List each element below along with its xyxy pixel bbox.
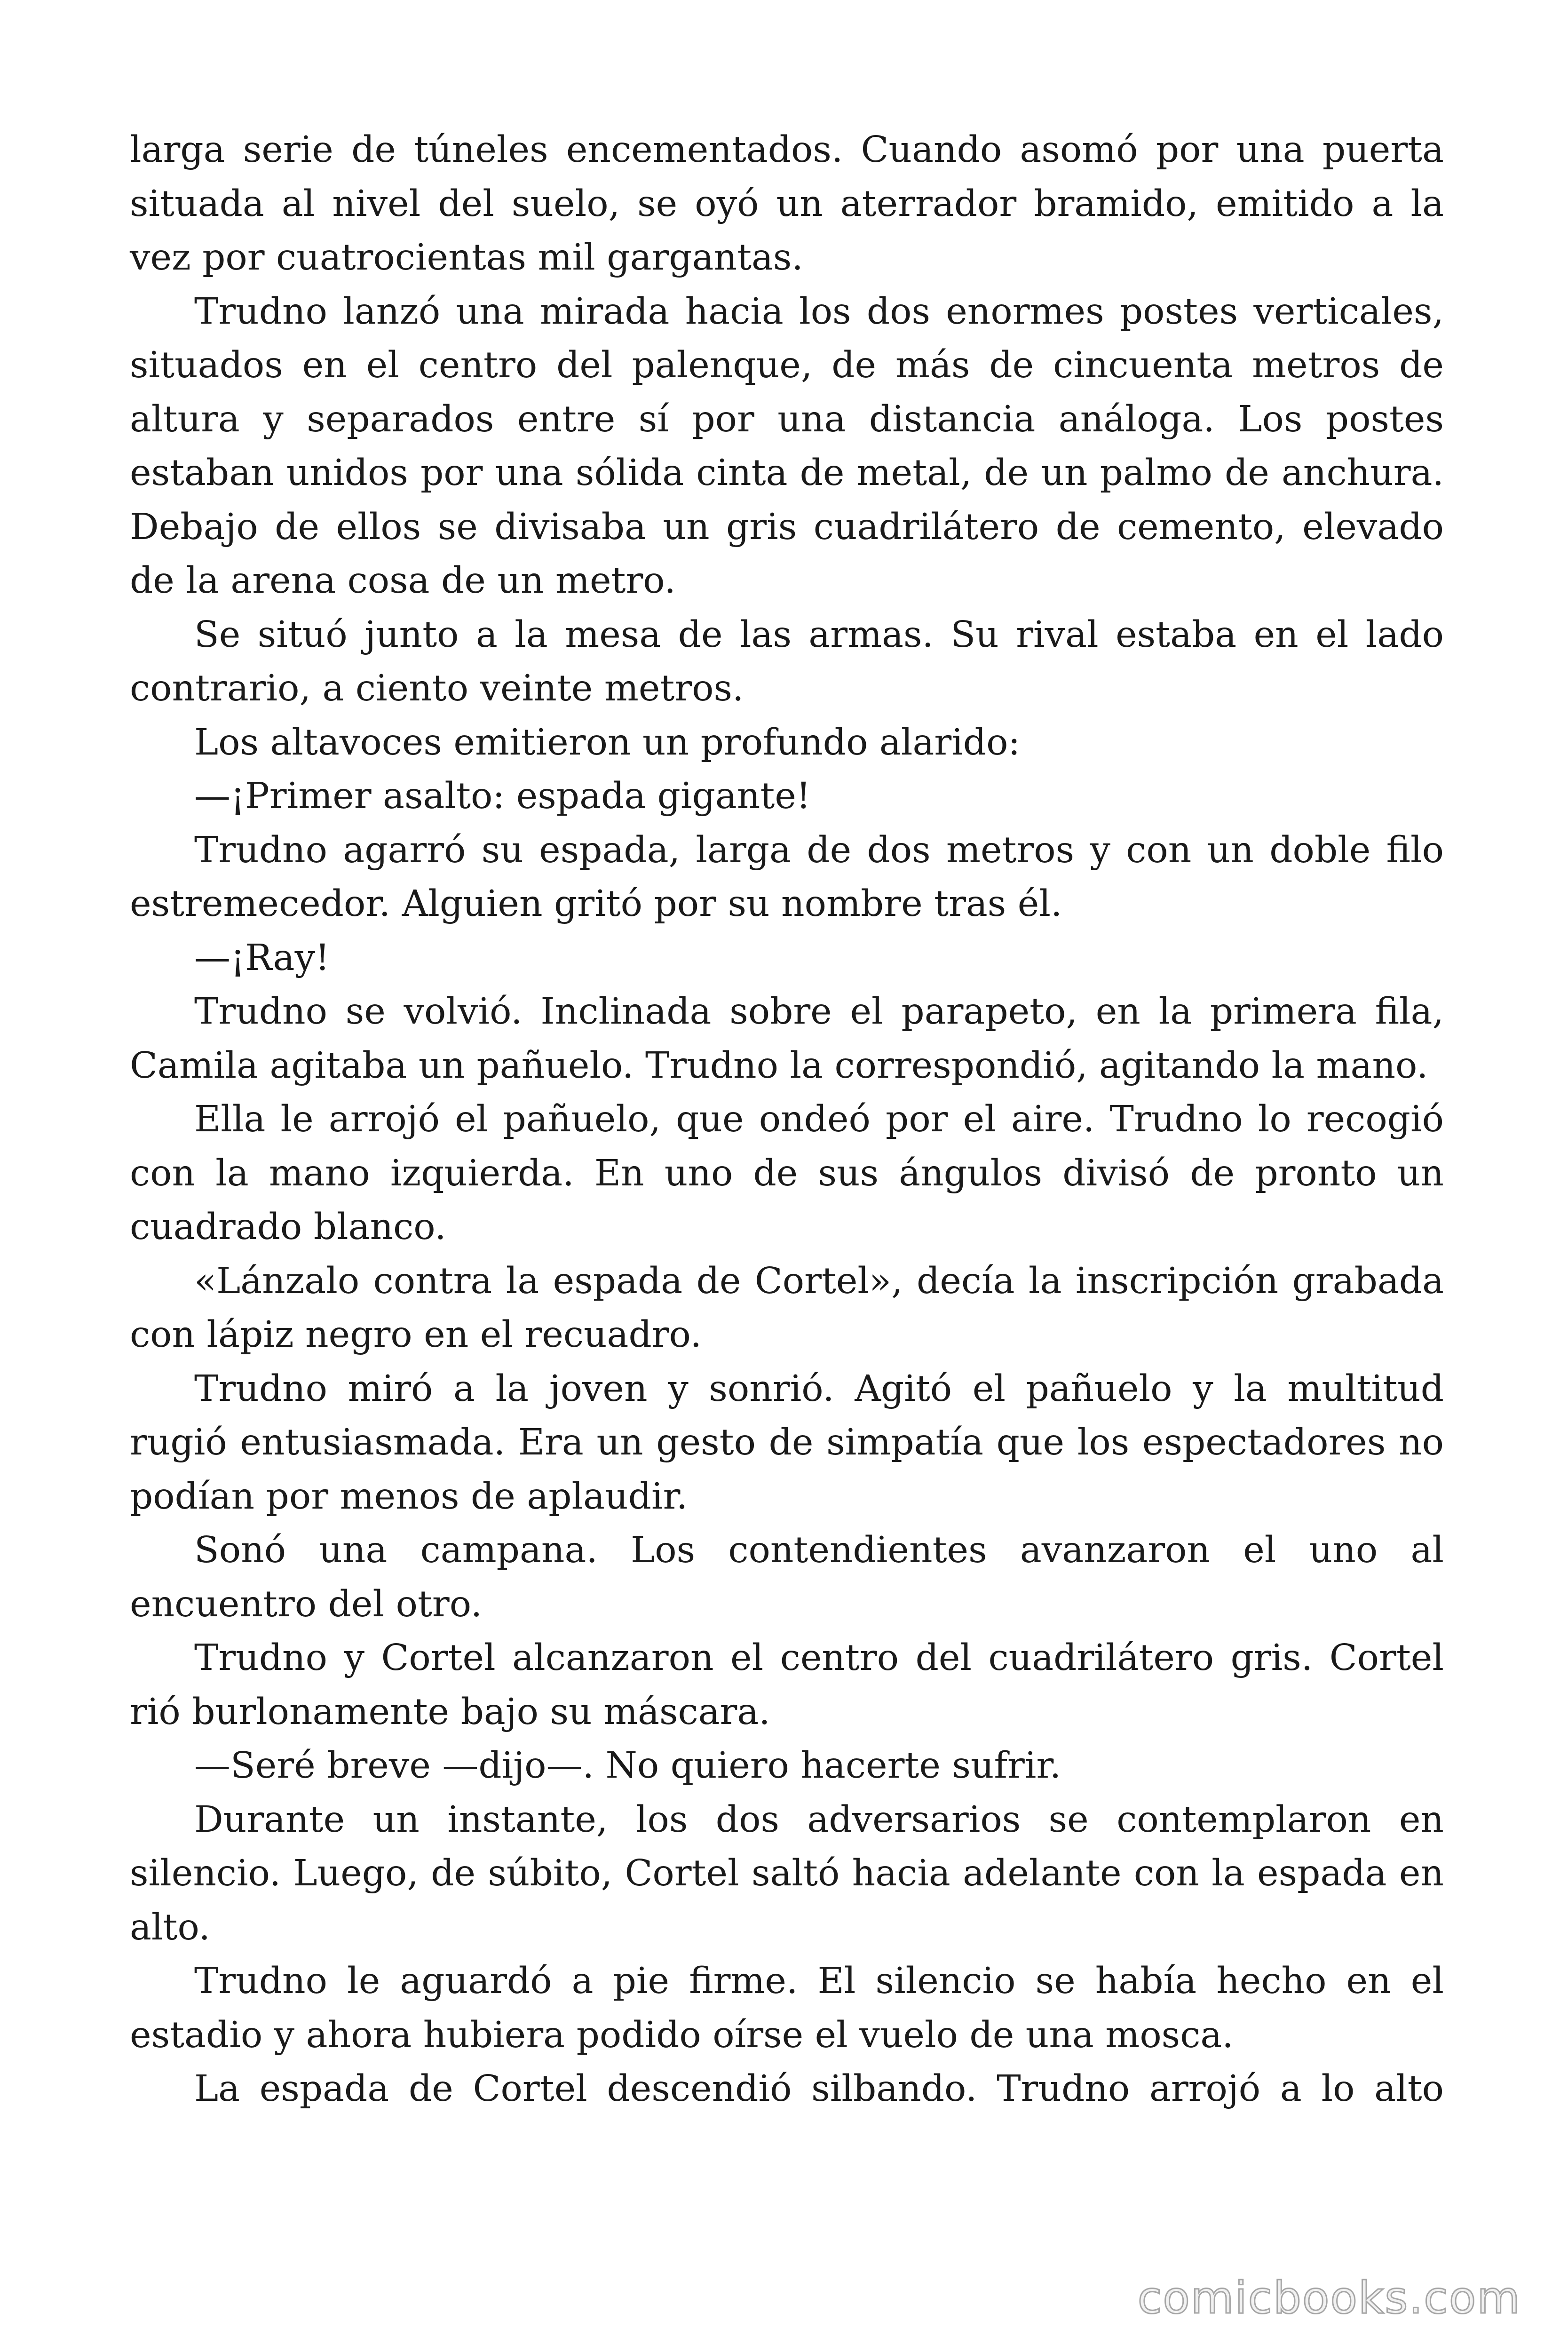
paragraph: Sonó una campana. Los contendientes avanzaron el uno al encuentro del otro. bbox=[130, 1529, 1444, 1625]
paragraph: Trudno y Cortel alcanzaron el centro del cuadrilátero gris. Cortel rió burlonamente bajo su máscara. bbox=[130, 1637, 1444, 1733]
dialogue-line: —¡Primer asalto: espada gigante! bbox=[194, 775, 811, 817]
page-body bbox=[130, 123, 1444, 2116]
dialogue-line: —Seré breve —dijo—. No quiero hacerte sufrir. bbox=[194, 1745, 1061, 1787]
paragraph: Trudno le aguardó a pie firme. El silencio se había hecho en el estadio y ahora hubiera podido oírse el vuelo de una mosca. bbox=[130, 1960, 1444, 2056]
paragraph: Se situó junto a la mesa de las armas. Su rival estaba en el lado contrario, a ciento veinte metros. bbox=[130, 613, 1444, 709]
paragraph: Ella le arrojó el pañuelo, que ondeó por el aire. Trudno lo recogió con la mano izquierda. En uno de sus ángulos divisó de pronto un cuadrado blanco. bbox=[130, 1098, 1444, 1248]
watermark: comicbooks.com bbox=[1137, 2273, 1521, 2324]
paragraph: «Lánzalo contra la espada de Cortel», decía la inscripción grabada con lápiz negro en el recuadro. bbox=[130, 1260, 1444, 1356]
paragraph: Trudno agarró su espada, larga de dos metros y con un doble filo estremecedor. Alguien gritó por su nombre tras él. bbox=[130, 829, 1444, 925]
paragraph: Los altavoces emitieron un profundo alarido: bbox=[194, 721, 1021, 763]
paragraph-continued: larga serie de túneles encementados. Cuando asomó por una puerta situada al nivel del suelo, se oyó un aterrador bramido, emitido a la vez por cuatrocientas mil gargantas. bbox=[130, 129, 1444, 278]
paragraph-last-line: La espada de Cortel descendió silbando. Trudno arrojó a lo alto bbox=[194, 2068, 1444, 2110]
dialogue-line: —¡Ray! bbox=[194, 937, 330, 979]
paragraph: Trudno lanzó una mirada hacia los dos enormes postes verticales, situados en el centro del palenque, de más de cincuenta metros de altura y separados entre sí por una distancia análoga. Los postes estaban unidos por una sólida cinta de metal, de un palmo de anchura. Debajo de ellos se divisaba un gris cuadrilátero de cemento, elevado de la arena cosa de un metro. bbox=[130, 290, 1444, 602]
paragraph: Trudno se volvió. Inclinada sobre el parapeto, en la primera fila, Camila agitaba un pañuelo. Trudno la correspondió, agitando la mano. bbox=[130, 991, 1444, 1087]
paragraph: Durante un instante, los dos adversarios se contemplaron en silencio. Luego, de súbito, Cortel saltó hacia adelante con la espada en alto. bbox=[130, 1798, 1444, 1948]
paragraph: Trudno miró a la joven y sonrió. Agitó el pañuelo y la multitud rugió entusiasmada. Era un gesto de simpatía que los espectadores no podían por menos de aplaudir. bbox=[130, 1367, 1444, 1518]
